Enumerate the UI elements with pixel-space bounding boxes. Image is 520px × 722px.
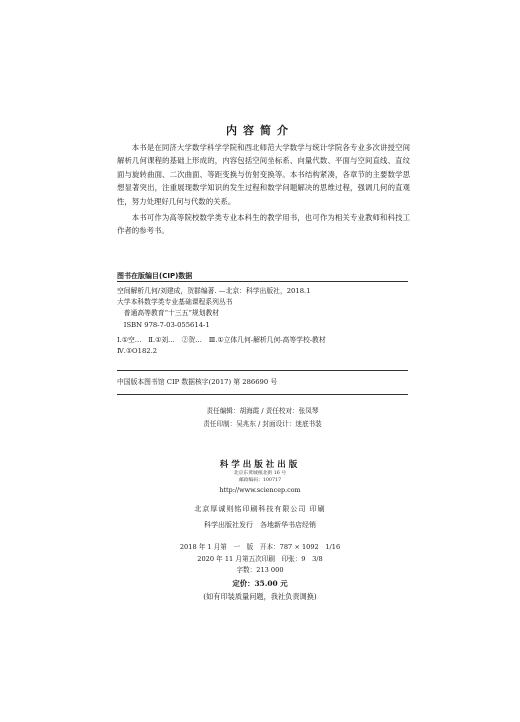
publisher-block [0,458,520,530]
cip-record-number: 中国版本图书馆 CIP 数据核字(2017) 第 286690 号 [117,378,278,386]
cip-subjects: Ⅰ.①空… Ⅱ.①刘… ②贺… Ⅲ.①立体几何-解析几何-高等学校-教材 [117,335,326,344]
edition-block [0,542,520,603]
publisher-zip: 邮政编码：100717 [238,478,282,483]
quality-notice: (如有印装质量问题，我社负责调换) [203,592,317,602]
divider [117,370,408,371]
intro-paragraph: 本书可作为高等院校数学类专业本科生的教学用书，也可作为相关专业教师和科技工作者的参考书。 [117,213,410,236]
cip-title-line: 空间解析几何/刘建成，贺群编著. —北京：科学出版社，2018.1 [117,287,311,295]
cip-heading: 图书在版编目(CIP)数据 [117,272,193,280]
divider [117,281,408,282]
publisher-name: 科学出版社出版 [219,460,301,470]
price: 定价：35.00 元 [232,578,288,588]
publisher-url: http://www.sciencep.com [219,486,301,494]
credits-row: 责任编辑：胡海霞 / 责任校对：张凤琴 [206,407,319,415]
cip-series-line: 大学本科数学类专业基础课程系列丛书 [117,298,233,307]
cip-block [117,286,408,357]
introduction [117,141,410,238]
staff-credits [117,405,408,431]
cip-isbn: ISBN 978-7-03-055614-1 [123,320,210,329]
cip-classification: Ⅳ.①O182.2 [117,347,158,356]
credits-row: 责任印制：吴兆东 / 封面设计：迷底书装 [203,420,322,428]
publisher-address: 北京东黄城根北街 16 号 [233,471,287,476]
edition-row: 2018 年 1 月第 一 版 开本：787 × 1092 1/16 [179,543,341,551]
cip-series-line: 普通高等教育“十三五”规划教材 [123,309,220,318]
divider [117,394,408,395]
distribution-info: 科学出版社发行 各地新华书店经销 [204,521,316,529]
printer-name: 北京厚诚则铭印刷科技有限公司 印刷 [194,505,326,513]
page-title: 内容简介 [226,124,294,137]
intro-paragraph: 本书是在同济大学数学科学学院和西北师范大学数学与统计学院各专业多次讲授空间解析几何课程的基础上形成的，内容包括空间坐标系、向量代数、平面与空间直线、直纹面与旋转曲面、二次曲面、等距变换与仿射变换等。本书结构紧凑，各章节的主要数学思想显著突出，注重展现数学知识的发生过程和数学问题解决的思维过程，强调几何的直观性，努力处理好几何与代数的关系。 [117,143,410,206]
word-count: 字数：213 000 [236,566,284,575]
edition-row: 2020 年 11 月第五次印刷 印张：9 3/8 [197,554,323,563]
